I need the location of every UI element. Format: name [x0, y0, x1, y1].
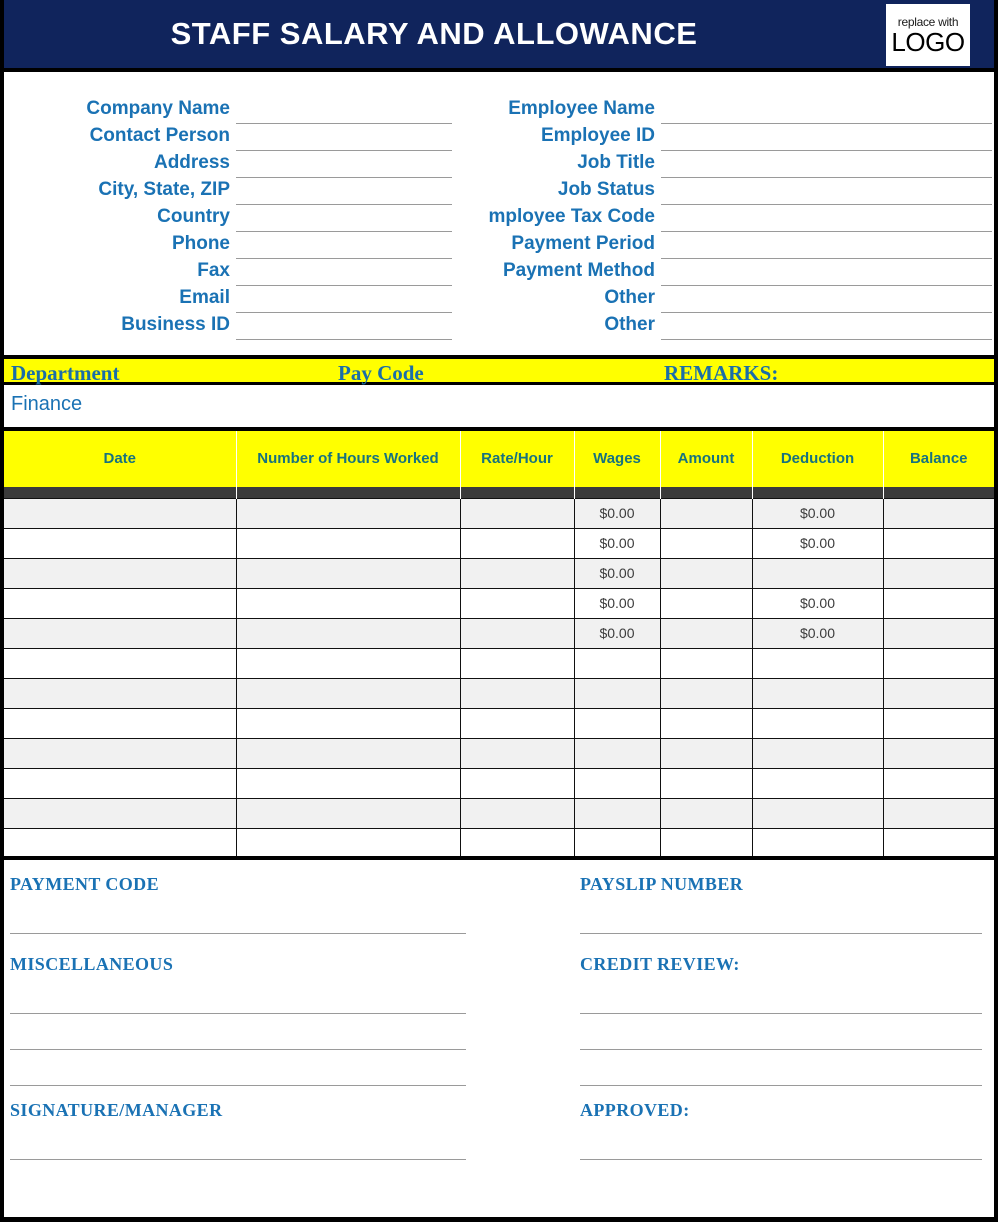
- payslip-number-input[interactable]: [580, 898, 982, 934]
- field-label: Email: [179, 287, 230, 308]
- cell-amount[interactable]: [660, 738, 752, 768]
- table-row[interactable]: [4, 708, 994, 738]
- remarks-column-label: REMARKS:: [664, 361, 779, 385]
- field-address: [4, 152, 460, 179]
- footer-row-signature: [4, 1100, 994, 1160]
- field-city-state-zip: [4, 179, 460, 206]
- field-business-id: [4, 314, 460, 341]
- cell-balance[interactable]: [883, 498, 994, 528]
- cell-balance[interactable]: [883, 648, 994, 678]
- cell-date[interactable]: [4, 558, 236, 588]
- approved-label: APPROVED:: [580, 1100, 690, 1120]
- field-label: Phone: [171, 233, 230, 254]
- separator-cell: [236, 487, 460, 498]
- country-input[interactable]: [233, 206, 460, 228]
- cell-amount[interactable]: [660, 708, 752, 738]
- credit-review-section: [574, 954, 994, 1086]
- job-status-input[interactable]: [658, 179, 994, 201]
- cell-wages[interactable]: [574, 768, 660, 798]
- cell-wages[interactable]: $0.00: [574, 618, 660, 648]
- table-row[interactable]: [4, 588, 994, 618]
- table-row[interactable]: [4, 528, 994, 558]
- header-separator: [4, 487, 994, 498]
- cell-deduction[interactable]: [752, 678, 883, 708]
- cell-hours[interactable]: [236, 828, 460, 858]
- column-header-amount: Amount: [660, 429, 752, 487]
- column-header-date: Date: [4, 429, 236, 487]
- table-row[interactable]: [4, 648, 994, 678]
- cell-rate[interactable]: [460, 588, 574, 618]
- field-other-2: [460, 314, 994, 341]
- payment-method-input[interactable]: [658, 260, 994, 282]
- cell-date[interactable]: [4, 528, 236, 558]
- cell-rate[interactable]: [460, 828, 574, 858]
- cell-rate[interactable]: [460, 708, 574, 738]
- cell-hours[interactable]: [236, 708, 460, 738]
- cell-deduction[interactable]: [752, 708, 883, 738]
- approved-input[interactable]: [580, 1124, 982, 1160]
- separator-cell: [660, 487, 752, 498]
- cell-deduction[interactable]: $0.00: [752, 618, 883, 648]
- column-header-rate-hour: Rate/Hour: [460, 429, 574, 487]
- cell-deduction[interactable]: $0.00: [752, 588, 883, 618]
- column-header-hours-worked: Number of Hours Worked: [236, 429, 460, 487]
- cell-deduction[interactable]: [752, 768, 883, 798]
- cell-rate[interactable]: [460, 498, 574, 528]
- cell-hours[interactable]: [236, 678, 460, 708]
- cell-balance[interactable]: [883, 798, 994, 828]
- field-other-1: [460, 287, 994, 314]
- department-value-row: [4, 385, 994, 427]
- cell-rate[interactable]: [460, 678, 574, 708]
- cell-rate[interactable]: [460, 768, 574, 798]
- field-label: Fax: [197, 260, 230, 281]
- field-label: Contact Person: [89, 125, 230, 146]
- business-id-input[interactable]: [233, 314, 460, 336]
- separator-cell: [574, 487, 660, 498]
- cell-date[interactable]: [4, 798, 236, 828]
- field-phone: [4, 233, 460, 260]
- logo-caption: replace with: [897, 14, 959, 29]
- column-header-deduction: Deduction: [752, 429, 883, 487]
- cell-date[interactable]: [4, 768, 236, 798]
- employee-name-input[interactable]: [658, 98, 994, 120]
- miscellaneous-line-2[interactable]: [10, 1014, 466, 1050]
- payment-period-input[interactable]: [658, 233, 994, 255]
- salary-table-header: [4, 429, 994, 487]
- cell-amount[interactable]: [660, 648, 752, 678]
- cell-hours[interactable]: [236, 798, 460, 828]
- other-1-input[interactable]: [658, 287, 994, 309]
- signature-label: SIGNATURE/MANAGER: [10, 1100, 223, 1120]
- cell-wages[interactable]: $0.00: [574, 588, 660, 618]
- cell-date[interactable]: [4, 738, 236, 768]
- miscellaneous-line-3[interactable]: [10, 1050, 466, 1086]
- table-row[interactable]: [4, 558, 994, 588]
- cell-date[interactable]: [4, 828, 236, 858]
- table-row[interactable]: [4, 498, 994, 528]
- cell-balance[interactable]: [883, 678, 994, 708]
- miscellaneous-section: [4, 954, 574, 1086]
- cell-amount[interactable]: [660, 678, 752, 708]
- cell-hours[interactable]: [236, 738, 460, 768]
- field-contact-person: [4, 125, 460, 152]
- salary-table-body: [4, 498, 994, 858]
- department-value[interactable]: Finance: [11, 393, 83, 415]
- separator-cell: [883, 487, 994, 498]
- separator-cell: [752, 487, 883, 498]
- cell-hours[interactable]: [236, 528, 460, 558]
- column-header-balance: Balance: [883, 429, 994, 487]
- address-input[interactable]: [233, 152, 460, 174]
- cell-wages[interactable]: [574, 678, 660, 708]
- cell-balance[interactable]: [883, 828, 994, 858]
- cell-balance[interactable]: [883, 528, 994, 558]
- field-label: Company Name: [86, 98, 230, 119]
- field-label: Business ID: [121, 314, 230, 335]
- field-label: Other: [604, 314, 655, 335]
- credit-review-line-2[interactable]: [580, 1014, 982, 1050]
- cell-hours[interactable]: [236, 618, 460, 648]
- cell-deduction[interactable]: [752, 738, 883, 768]
- phone-input[interactable]: [233, 233, 460, 255]
- table-row[interactable]: [4, 798, 994, 828]
- cell-rate[interactable]: [460, 618, 574, 648]
- table-row[interactable]: [4, 768, 994, 798]
- cell-wages[interactable]: $0.00: [574, 498, 660, 528]
- miscellaneous-input[interactable]: [10, 978, 466, 1014]
- field-employee-tax-code: [460, 206, 994, 233]
- email-input[interactable]: [233, 287, 460, 309]
- logo-placeholder[interactable]: [886, 4, 970, 66]
- payment-code-input[interactable]: [10, 898, 466, 934]
- field-job-status: [460, 179, 994, 206]
- cell-rate[interactable]: [460, 558, 574, 588]
- cell-wages[interactable]: [574, 648, 660, 678]
- cell-hours[interactable]: [236, 768, 460, 798]
- cell-wages[interactable]: [574, 708, 660, 738]
- company-info-column: [4, 98, 460, 341]
- credit-review-label: CREDIT REVIEW:: [580, 954, 740, 974]
- field-label: Other: [604, 287, 655, 308]
- cell-balance[interactable]: [883, 738, 994, 768]
- field-label: Payment Period: [511, 233, 655, 254]
- cell-wages[interactable]: $0.00: [574, 558, 660, 588]
- cell-wages[interactable]: [574, 828, 660, 858]
- cell-rate[interactable]: [460, 648, 574, 678]
- cell-date[interactable]: [4, 618, 236, 648]
- cell-balance[interactable]: [883, 708, 994, 738]
- field-company-name: [4, 98, 460, 125]
- table-row[interactable]: [4, 678, 994, 708]
- field-label: City, State, ZIP: [98, 179, 230, 200]
- cell-balance[interactable]: [883, 558, 994, 588]
- field-label: Address: [153, 152, 230, 173]
- cell-rate[interactable]: [460, 798, 574, 828]
- footer-spacer: [4, 934, 994, 954]
- paycode-column-label: Pay Code: [338, 361, 424, 385]
- signature-section: [4, 1100, 574, 1160]
- page-header: [4, 0, 994, 72]
- footer-row-payment: [4, 874, 994, 934]
- field-label: Employee ID: [540, 125, 655, 146]
- company-name-input[interactable]: [233, 98, 460, 120]
- field-payment-period: [460, 233, 994, 260]
- cell-balance[interactable]: [883, 768, 994, 798]
- cell-deduction[interactable]: [752, 828, 883, 858]
- cell-rate[interactable]: [460, 738, 574, 768]
- cell-balance[interactable]: [883, 618, 994, 648]
- separator-cell: [4, 487, 236, 498]
- field-label: Employee Name: [508, 98, 655, 119]
- field-country: [4, 206, 460, 233]
- field-job-title: [460, 152, 994, 179]
- cell-balance[interactable]: [883, 588, 994, 618]
- approved-section: [574, 1100, 994, 1160]
- cell-wages[interactable]: $0.00: [574, 528, 660, 558]
- cell-amount[interactable]: [660, 558, 752, 588]
- department-header-bar: [4, 355, 994, 385]
- salary-table: [4, 427, 994, 860]
- cell-hours[interactable]: [236, 648, 460, 678]
- credit-review-input[interactable]: [580, 978, 982, 1014]
- footer-row-misc: [4, 954, 994, 1086]
- field-label: Job Title: [577, 152, 655, 173]
- field-label: mployee Tax Code: [488, 206, 655, 227]
- cell-date[interactable]: [4, 498, 236, 528]
- table-header-row: [4, 429, 994, 487]
- fax-input[interactable]: [233, 260, 460, 282]
- page-title: STAFF SALARY AND ALLOWANCE: [170, 16, 698, 51]
- department-column-label: Department: [11, 361, 120, 385]
- field-label: Payment Method: [502, 260, 655, 281]
- cell-date[interactable]: [4, 678, 236, 708]
- info-fields-area: [4, 72, 994, 355]
- miscellaneous-label: MISCELLANEOUS: [10, 954, 174, 974]
- cell-deduction[interactable]: $0.00: [752, 528, 883, 558]
- field-label: Job Status: [557, 179, 655, 200]
- table-row[interactable]: [4, 828, 994, 858]
- table-row[interactable]: [4, 738, 994, 768]
- payment-code-section: [4, 874, 574, 934]
- cell-rate[interactable]: [460, 528, 574, 558]
- cell-date[interactable]: [4, 648, 236, 678]
- cell-wages[interactable]: [574, 738, 660, 768]
- cell-hours[interactable]: [236, 588, 460, 618]
- separator-row: [4, 487, 994, 498]
- cell-amount[interactable]: [660, 588, 752, 618]
- separator-cell: [460, 487, 574, 498]
- cell-deduction[interactable]: [752, 648, 883, 678]
- payslip-number-label: PAYSLIP NUMBER: [580, 874, 744, 894]
- payslip-number-section: [574, 874, 994, 934]
- contact-person-input[interactable]: [233, 125, 460, 147]
- employee-tax-code-input[interactable]: [658, 206, 994, 228]
- cell-date[interactable]: [4, 708, 236, 738]
- cell-amount[interactable]: [660, 528, 752, 558]
- field-email: [4, 287, 460, 314]
- city-state-zip-input[interactable]: [233, 179, 460, 201]
- payment-code-label: PAYMENT CODE: [10, 874, 159, 894]
- cell-date[interactable]: [4, 588, 236, 618]
- cell-amount[interactable]: [660, 618, 752, 648]
- field-label: Country: [157, 206, 230, 227]
- table-row[interactable]: [4, 618, 994, 648]
- footer-spacer: [4, 1086, 994, 1100]
- logo-text: LOGO: [891, 26, 965, 57]
- signature-input[interactable]: [10, 1124, 466, 1160]
- cell-deduction[interactable]: [752, 798, 883, 828]
- cell-wages[interactable]: [574, 798, 660, 828]
- employee-info-column: [460, 98, 994, 341]
- cell-deduction[interactable]: $0.00: [752, 498, 883, 528]
- field-employee-id: [460, 125, 994, 152]
- field-payment-method: [460, 260, 994, 287]
- field-employee-name: [460, 98, 994, 125]
- column-header-wages: Wages: [574, 429, 660, 487]
- cell-amount[interactable]: [660, 828, 752, 858]
- cell-hours[interactable]: [236, 498, 460, 528]
- employee-id-input[interactable]: [658, 125, 994, 147]
- job-title-input[interactable]: [658, 152, 994, 174]
- cell-amount[interactable]: [660, 768, 752, 798]
- credit-review-line-3[interactable]: [580, 1050, 982, 1086]
- cell-hours[interactable]: [236, 558, 460, 588]
- other-2-input[interactable]: [658, 314, 994, 336]
- cell-amount[interactable]: [660, 798, 752, 828]
- field-fax: [4, 260, 460, 287]
- cell-deduction[interactable]: [752, 558, 883, 588]
- footer-area: [4, 860, 994, 1160]
- cell-amount[interactable]: [660, 498, 752, 528]
